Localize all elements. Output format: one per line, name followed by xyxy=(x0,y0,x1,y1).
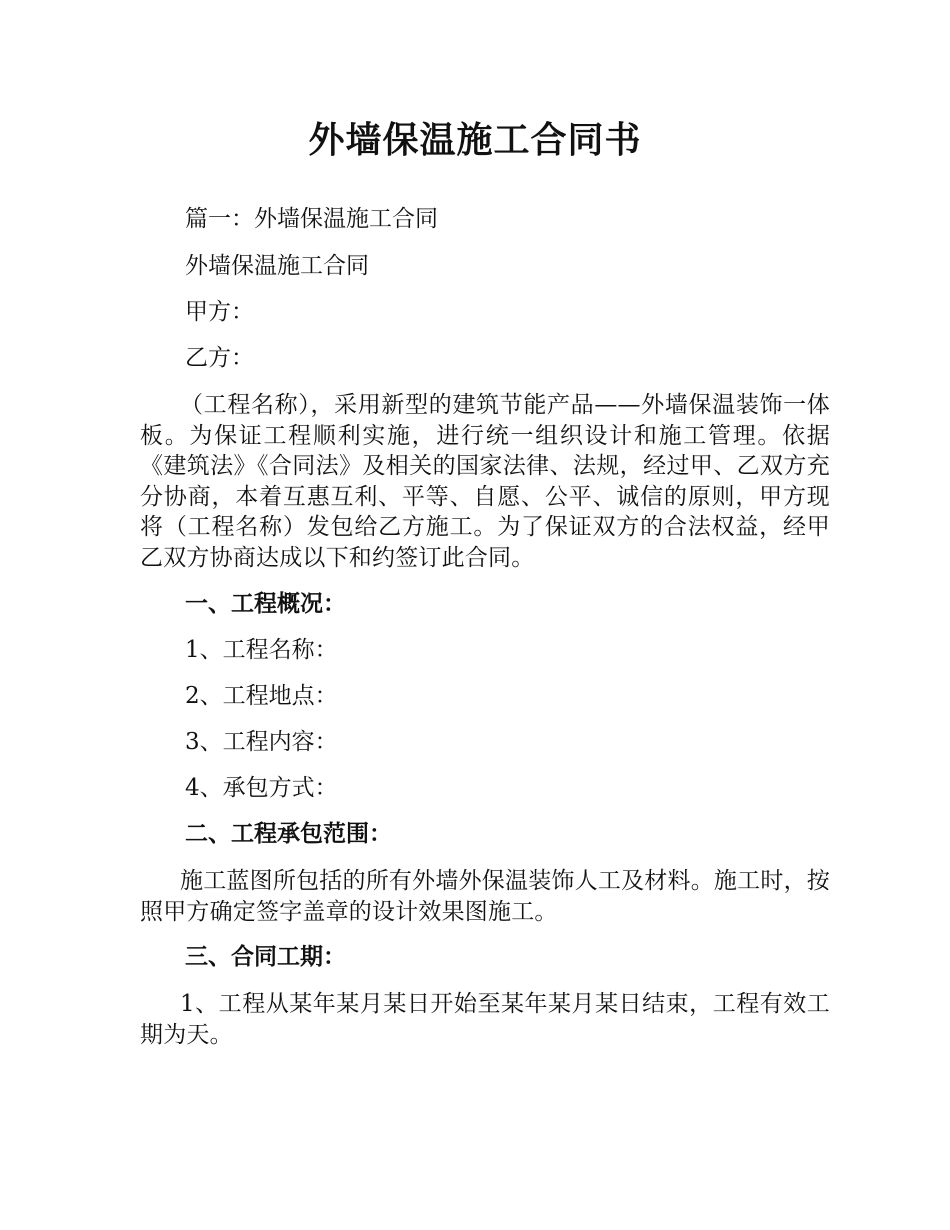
contract-name: 外墙保温施工合同 xyxy=(185,253,369,279)
section-2-body: 施工蓝图所包括的所有外墙外保温装饰人工及材料。施工时，按照甲方确定签字盖章的设计效果图施工。 xyxy=(140,868,830,925)
subtitle: 篇一：外墙保温施工合同 xyxy=(185,206,438,232)
section-1-item-location: 2、工程地点： xyxy=(185,683,338,709)
section-2-heading: 二、工程承包范围： xyxy=(185,821,392,847)
section-1-item-method: 4、承包方式： xyxy=(185,775,338,801)
document-title: 外墙保温施工合同书 xyxy=(308,120,642,161)
party-a-label: 甲方： xyxy=(185,299,254,325)
section-1-heading: 一、工程概况： xyxy=(185,591,346,617)
section-1-item-name: 1、工程名称： xyxy=(185,637,338,663)
party-b-label: 乙方： xyxy=(185,345,254,371)
section-3-body: 1、工程从某年某月某日开始至某年某月某日结束，工程有效工期为天。 xyxy=(140,991,830,1048)
section-3-heading: 三、合同工期： xyxy=(185,944,346,970)
section-1-item-content: 3、工程内容： xyxy=(185,729,338,755)
intro-paragraph: （工程名称），采用新型的建筑节能产品——外墙保温装饰一体板。为保证工程顺利实施，进行统一组织设计和施工管理。依据《建筑法》《合同法》及相关的国家法律、法规，经过甲、乙双方充分协商，本着互惠互利、平等、自愿、公平、诚信的原则，甲方现将（工程名称）发包给乙方施工。为了保证双方的合法权益，经甲乙双方协商达成以下和约签订此合同。 xyxy=(140,392,830,571)
